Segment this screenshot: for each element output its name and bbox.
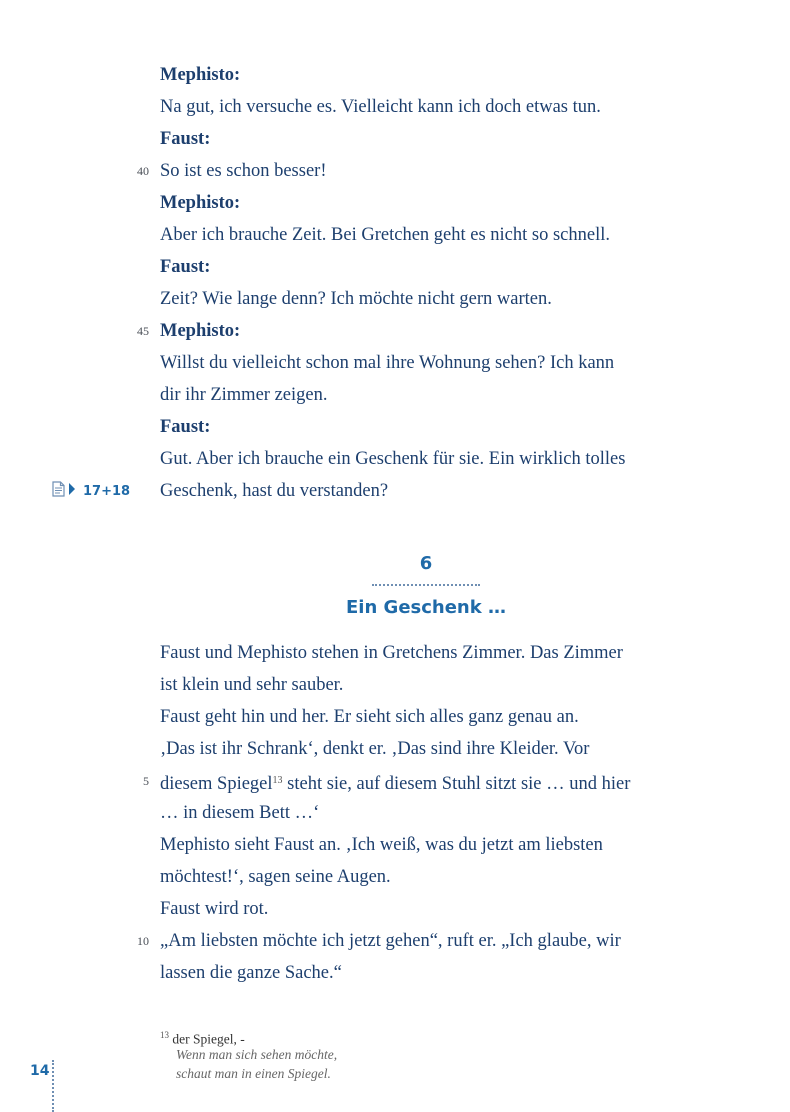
page-margin-rule bbox=[52, 1060, 54, 1112]
speaker-faust: Faust: bbox=[160, 129, 211, 149]
footnote-reference[interactable]: 13 bbox=[272, 775, 283, 786]
speaker-mephisto: Mephisto: bbox=[160, 193, 241, 213]
dialogue-line: Gut. Aber ich brauche ein Geschenk für sie. Ein wirklich tolles bbox=[160, 449, 626, 469]
narrative-line: lassen die ganze Sache.“ bbox=[160, 963, 342, 983]
narrative-line: ist klein und sehr sauber. bbox=[160, 675, 344, 695]
narrative-line: „Am liebsten möchte ich jetzt gehen“, ruft er. „Ich glaube, wir bbox=[160, 931, 621, 951]
footnote-term: der Spiegel, - bbox=[169, 1031, 245, 1047]
dialogue-line: So ist es schon besser! bbox=[160, 161, 327, 181]
narrative-line: Mephisto sieht Faust an. ‚Ich weiß, was du jetzt am liebsten bbox=[160, 835, 603, 855]
play-icon bbox=[68, 482, 76, 501]
line-number: 5 bbox=[143, 774, 149, 788]
footnote-gloss: Wenn man sich sehen möchte, bbox=[176, 1047, 338, 1062]
narrative-line: ‚Das ist ihr Schrank‘, denkt er. ‚Das sind ihre Kleider. Vor bbox=[160, 739, 590, 759]
audio-track-reference[interactable] bbox=[52, 481, 130, 501]
speaker-mephisto: Mephisto: bbox=[160, 65, 241, 85]
chapter-title: Ein Geschenk … bbox=[346, 597, 506, 618]
footnote-gloss: schaut man in einen Spiegel. bbox=[176, 1066, 331, 1081]
narrative-text: steht sie, auf diesem Stuhl sitzt sie … und hier bbox=[282, 774, 631, 794]
narrative-line: Faust wird rot. bbox=[160, 899, 269, 919]
dialogue-line: Geschenk, hast du verstanden? bbox=[160, 481, 389, 501]
page-number: 14 bbox=[30, 1063, 50, 1079]
narrative-line: … in diesem Bett …‘ bbox=[160, 803, 320, 823]
narrative-line bbox=[160, 769, 630, 796]
audio-track-numbers: 17+18 bbox=[83, 483, 131, 499]
narrative-line: Faust und Mephisto stehen in Gretchens Zimmer. Das Zimmer bbox=[160, 643, 623, 663]
speaker-faust: Faust: bbox=[160, 417, 211, 437]
dialogue-line: Willst du vielleicht schon mal ihre Wohnung sehen? Ich kann bbox=[160, 353, 615, 373]
narrative-line: möchtest!‘, sagen seine Augen. bbox=[160, 867, 391, 887]
line-number: 45 bbox=[137, 324, 149, 338]
dialogue-line: dir ihr Zimmer zeigen. bbox=[160, 385, 328, 405]
dialogue-line: Na gut, ich versuche es. Vielleicht kann ich doch etwas tun. bbox=[160, 97, 601, 117]
speaker-mephisto: Mephisto: bbox=[160, 321, 241, 341]
narrative-line: Faust geht hin und her. Er sieht sich alles ganz genau an. bbox=[160, 707, 579, 727]
speaker-faust: Faust: bbox=[160, 257, 211, 277]
document-icon bbox=[52, 481, 65, 502]
chapter-number: 6 bbox=[419, 553, 433, 574]
narrative-text: diesem Spiegel bbox=[160, 774, 273, 794]
footnote-number: 13 bbox=[160, 1030, 169, 1040]
line-number: 10 bbox=[137, 934, 149, 948]
line-number: 40 bbox=[137, 164, 149, 178]
chapter-divider bbox=[372, 584, 480, 586]
dialogue-line: Aber ich brauche Zeit. Bei Gretchen geht es nicht so schnell. bbox=[160, 225, 611, 245]
dialogue-line: Zeit? Wie lange denn? Ich möchte nicht gern warten. bbox=[160, 289, 552, 309]
